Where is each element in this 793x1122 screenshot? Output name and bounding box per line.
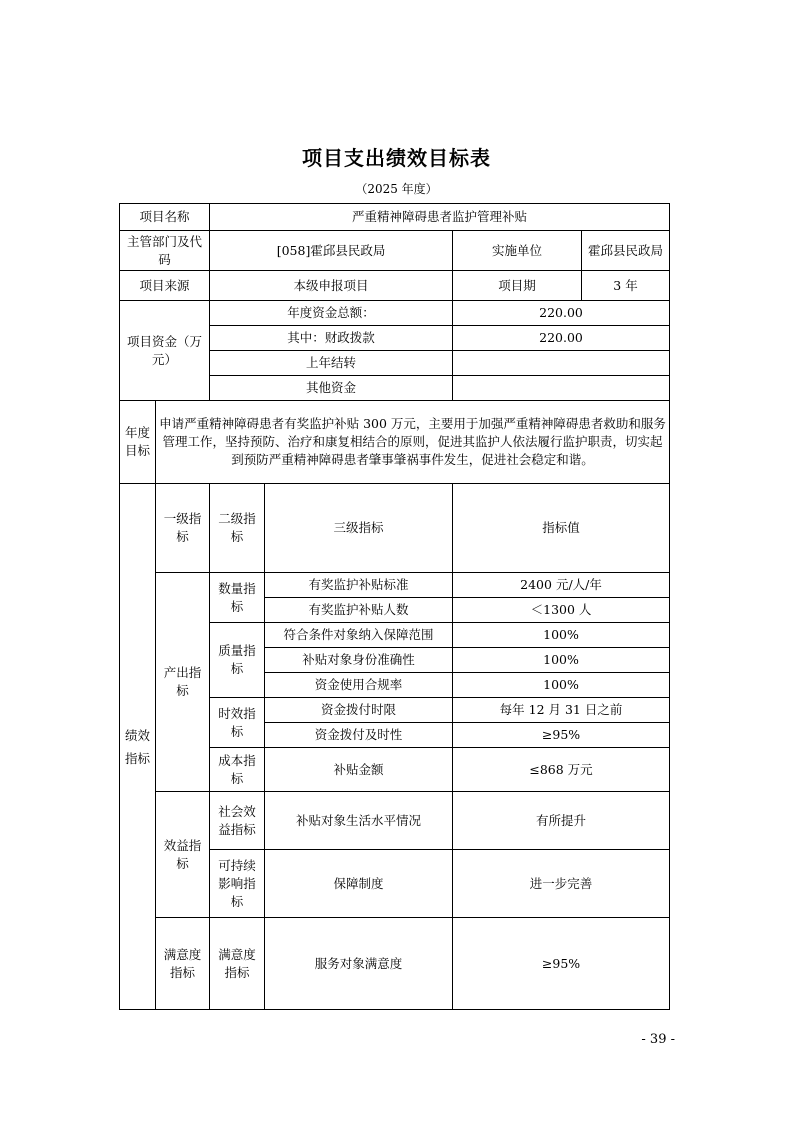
group-satisfaction: 满意度指标 [156, 918, 210, 1010]
table-row [120, 484, 670, 573]
funds-fiscal-value: 220.00 [453, 326, 670, 351]
row-value: 每年 12 月 31 日之前 [453, 698, 670, 723]
funds-total-label: 年度资金总额： [210, 301, 453, 326]
funds-carryover-value [453, 351, 670, 376]
project-name-value: 严重精神障碍患者监护管理补贴 [210, 204, 670, 231]
page-number: - 39 - [641, 1032, 675, 1047]
group-output: 产出指标 [156, 573, 210, 792]
table-row [120, 204, 670, 231]
funds-other-value [453, 376, 670, 401]
dept-value: [058]霍邱县民政局 [210, 231, 453, 271]
goal-label: 年度目标 [120, 401, 156, 484]
dept-label: 主管部门及代码 [120, 231, 210, 271]
header-level1: 一级指标 [156, 484, 210, 573]
funds-label: 项目资金（万元） [120, 301, 210, 401]
row-value: 100% [453, 648, 670, 673]
sub-sustain: 可持续影响指标 [210, 850, 265, 918]
sub-social: 社会效益指标 [210, 792, 265, 850]
row-name: 资金拨付及时性 [265, 723, 453, 748]
row-value: 2400 元/人/年 [453, 573, 670, 598]
funds-total-value: 220.00 [453, 301, 670, 326]
row-value: ≤868 万元 [453, 748, 670, 792]
impl-value: 霍邱县民政局 [582, 231, 670, 271]
row-name: 保障制度 [265, 850, 453, 918]
table-row [120, 918, 670, 1010]
row-value: ≥95% [453, 723, 670, 748]
performance-target-table [119, 203, 670, 1010]
source-value: 本级申报项目 [210, 271, 453, 301]
row-name: 服务对象满意度 [265, 918, 453, 1010]
row-name: 补贴对象身份准确性 [265, 648, 453, 673]
table-row [120, 271, 670, 301]
row-value: ＜1300 人 [453, 598, 670, 623]
table-row [120, 231, 670, 271]
funds-fiscal-label: 其中：财政拨款 [210, 326, 453, 351]
sub-satisfaction: 满意度指标 [210, 918, 265, 1010]
row-value: 100% [453, 623, 670, 648]
project-name-label: 项目名称 [120, 204, 210, 231]
impl-label: 实施单位 [453, 231, 582, 271]
period-label: 项目期 [453, 271, 582, 301]
row-value: 有所提升 [453, 792, 670, 850]
sub-quality: 质量指标 [210, 623, 265, 698]
header-level3: 三级指标 [265, 484, 453, 573]
table-row [120, 401, 670, 484]
page-title: 项目支出绩效目标表 [302, 146, 491, 170]
row-name: 补贴对象生活水平情况 [265, 792, 453, 850]
year-subtitle: （2025 年度） [355, 182, 438, 196]
row-name: 资金使用合规率 [265, 673, 453, 698]
goal-text: 申请严重精神障碍患者有奖监护补贴 300 万元，主要用于加强严重精神障碍患者救助和服务管理工作，坚持预防、治疗和康复相结合的原则，促进其监护人依法履行监护职责，切实起到预防严重精神障碍患者肇事肇祸事件发生，促进社会稳定和谐。 [156, 401, 670, 484]
row-name: 有奖监护补贴人数 [265, 598, 453, 623]
row-name: 有奖监护补贴标准 [265, 573, 453, 598]
row-value: 进一步完善 [453, 850, 670, 918]
row-value: 100% [453, 673, 670, 698]
sub-cost: 成本指标 [210, 748, 265, 792]
header-value: 指标值 [453, 484, 670, 573]
header-level2: 二级指标 [210, 484, 265, 573]
table-row [120, 573, 670, 598]
row-value: ≥95% [453, 918, 670, 1010]
source-label: 项目来源 [120, 271, 210, 301]
table-row [120, 301, 670, 326]
period-value: 3 年 [582, 271, 670, 301]
sub-quantity: 数量指标 [210, 573, 265, 623]
perf-label: 绩效指标 [120, 484, 156, 1010]
row-name: 符合条件对象纳入保障范围 [265, 623, 453, 648]
group-benefit: 效益指标 [156, 792, 210, 918]
row-name: 资金拨付时限 [265, 698, 453, 723]
row-name: 补贴金额 [265, 748, 453, 792]
table-row [120, 792, 670, 850]
funds-other-label: 其他资金 [210, 376, 453, 401]
funds-carryover-label: 上年结转 [210, 351, 453, 376]
sub-timeliness: 时效指标 [210, 698, 265, 748]
